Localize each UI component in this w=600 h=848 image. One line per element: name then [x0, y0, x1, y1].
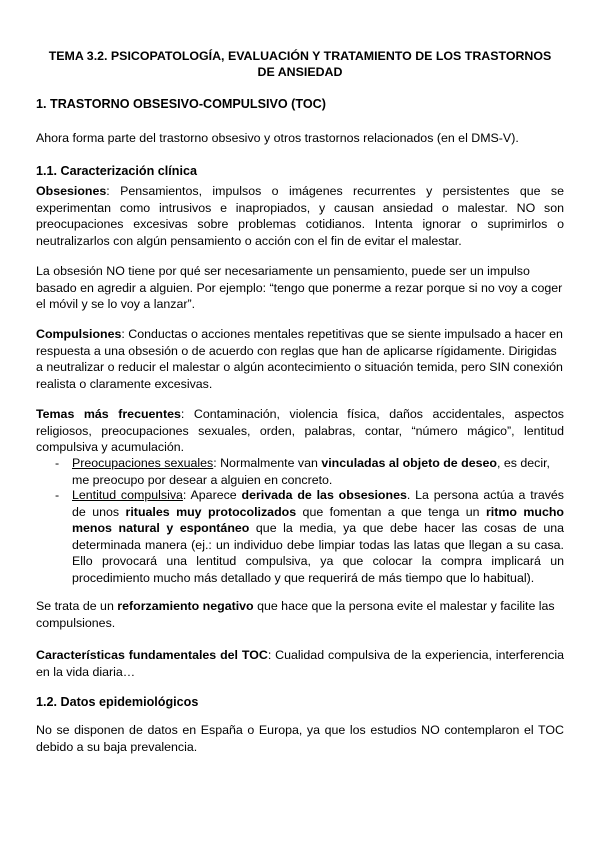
- bullet-marker: -: [55, 456, 60, 470]
- paragraph-caracteristicas: [36, 647, 564, 680]
- caract-text: : Cualidad compulsiva de la experiencia, interferencia en la vida diaria…: [36, 648, 564, 679]
- bullet2-bold3: ritmo mucho menos natural y espontáneo: [72, 504, 564, 535]
- bullet2-bold2: rituales muy protocolizados: [125, 504, 297, 519]
- refuerzo-pre: Se trata de un: [36, 599, 118, 613]
- paragraph-temas: [36, 406, 564, 456]
- paragraph-obsesion-note: La obsesión NO tiene por qué ser necesariamente un pensamiento, puede ser un impulso basado en agredir a alguien. Por ejemplo: “tengo que ponerme a rezar porque si no voy a coger el móvil y se lo voy a lanzar”.: [36, 264, 563, 311]
- subsection-heading-caracterizacion: 1.1. Caracterización clínica: [36, 164, 198, 178]
- temas-text: : Contaminación, violencia física, daños accidentales, aspectos religiosos, preocupaciones sexuales, orden, palabras, contar, “número mágico”, lentitud compulsiva y acumulación.: [36, 407, 564, 454]
- term-caracteristicas: Características fundamentales del TOC: [36, 648, 268, 662]
- obsesiones-text: : Pensamientos, impulsos o imágenes recurrentes y persistentes que se experimentan como intrusivos e inapropiados, y causan ansiedad o malestar. NO son preocupaciones excesivas sobre problemas cotidianos. Intenta ignorar o suprimirlos o neutralizarlos con algún pensamiento o acción con el fin de evitar el malestar.: [36, 184, 564, 248]
- section-heading-toc: 1. TRASTORNO OBSESIVO-COMPULSIVO (TOC): [36, 97, 326, 111]
- bullet2-pre: : Aparece: [182, 488, 242, 502]
- bullet2-bold1: derivada de las obsesiones: [241, 488, 407, 502]
- bullet1-post: , es decir, me preocupo por desear a alguien en concreto.: [72, 456, 550, 487]
- document-title: TEMA 3.2. PSICOPATOLOGÍA, EVALUACIÓN Y TRATAMIENTO DE LOS TRASTORNOS DE ANSIEDAD: [48, 49, 552, 79]
- refuerzo-bold: reforzamiento negativo: [117, 599, 254, 613]
- paragraph-compulsiones: [36, 326, 564, 392]
- paragraph-epidemiologicos: No se disponen de datos en España o Europa, ya que los estudios NO contemplaron el TOC debido a su baja prevalencia.: [36, 723, 564, 754]
- term-lentitud-compulsiva: Lentitud compulsiva: [72, 488, 183, 502]
- subsection-heading-epidemiologicos: 1.2. Datos epidemiológicos: [36, 695, 199, 709]
- refuerzo-post: que hace que la persona evite el malestar y facilite las compulsiones.: [36, 599, 555, 630]
- section-intro: Ahora forma parte del trastorno obsesivo y otros trastornos relacionados (en el DMS-V).: [36, 131, 519, 145]
- term-temas: Temas más frecuentes: [36, 407, 181, 421]
- paragraph-refuerzo: [36, 598, 564, 631]
- bullet2-post: que la media, ya que debe hacer las cosas de una determinada manera (ej.: un individuo debe limpiar todas las latas que llegan a su casa. Ello provocará una lentitud compulsiva, ya que colocar la compra implicará un procedimiento mucho más detallado y que requerirá de más tiempo que lo habitual).: [72, 521, 565, 585]
- bullet2-mid1: . La persona actúa a través de unos: [72, 488, 564, 519]
- bullet1-bold: vinculadas al objeto de deseo: [321, 456, 497, 470]
- term-preocupaciones-sexuales: Preocupaciones sexuales: [72, 456, 214, 470]
- bullet-marker: -: [55, 488, 60, 502]
- bullet1-pre: : Normalmente van: [213, 456, 322, 470]
- compulsiones-text: : Conductas o acciones mentales repetitivas que se siente impulsado a hacer en respuesta a una obsesión o de acuerdo con reglas que han de aplicarse rígidamente. Dirigidas a neutralizar o reducir el malestar o algún acontecimiento o situación temida, pero SIN conexión realista o claramente excesivas.: [36, 327, 563, 391]
- bullet2-mid2: que fomentan a que tenga un: [296, 504, 486, 519]
- term-compulsiones: Compulsiones: [36, 327, 122, 341]
- paragraph-obsesiones: [36, 183, 564, 249]
- bullet-preocupaciones-sexuales: [72, 455, 564, 488]
- term-obsesiones: Obsesiones: [36, 184, 107, 198]
- bullet-lentitud-compulsiva: [72, 487, 564, 586]
